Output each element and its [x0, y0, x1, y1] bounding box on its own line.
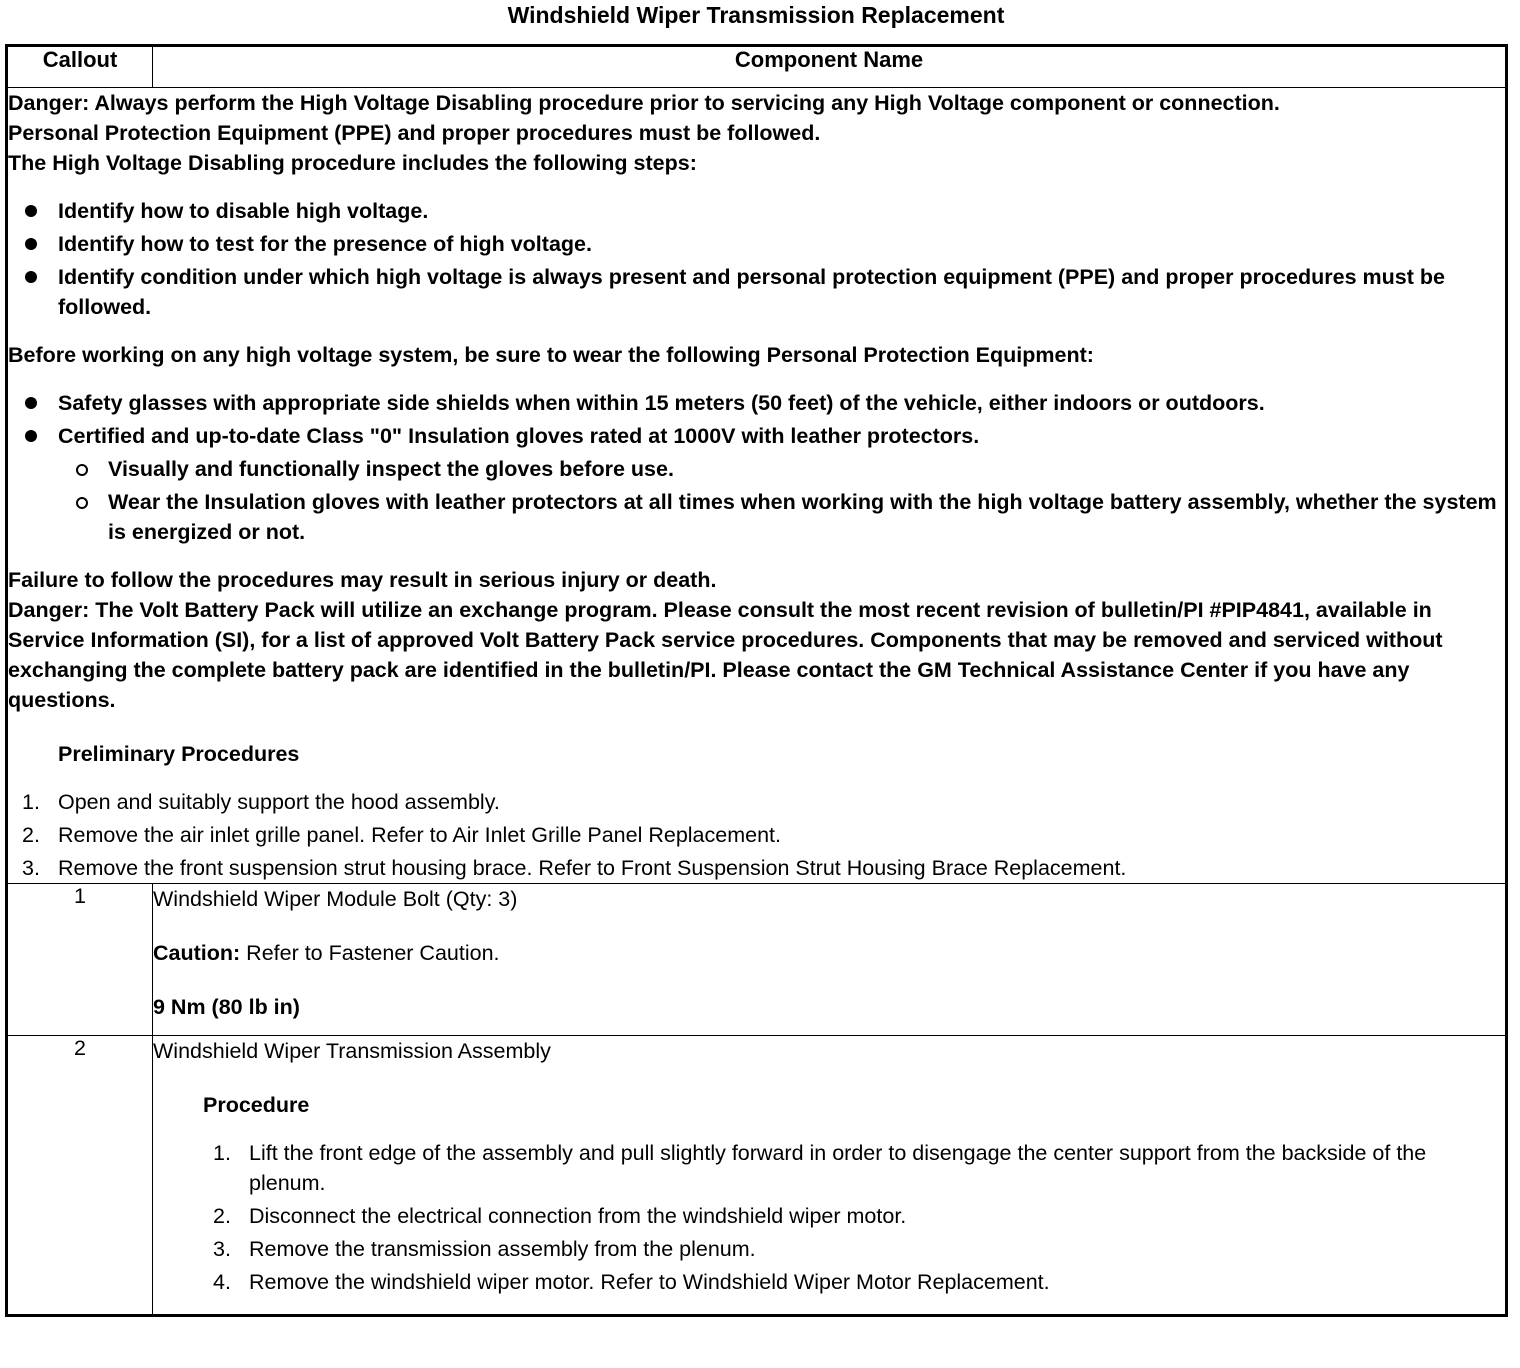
list-item: Identify how to test for the presence of high voltage. — [8, 229, 1505, 259]
list-item: 4. Remove the windshield wiper motor. Refer to Windshield Wiper Motor Replacement. — [213, 1270, 1050, 1294]
table-row — [7, 884, 1507, 1036]
component-cell — [153, 884, 1507, 1036]
torque-spec: 9 Nm (80 lb in) — [153, 995, 300, 1019]
list-item: 1. Lift the front edge of the assembly and pull slightly forward in order to disengage the center support from the backside of the plenum. — [213, 1141, 1427, 1195]
bullet-icon — [25, 430, 37, 442]
ppe-intro: Before working on any high voltage system, be sure to wear the following Personal Protection Equipment: — [8, 343, 1094, 367]
bullet-icon — [25, 238, 37, 250]
component-header: Component Name — [153, 46, 1507, 88]
bullet-icon — [25, 271, 37, 283]
procedure-heading: Procedure — [203, 1093, 310, 1117]
callout-cell: 1 — [7, 884, 153, 1036]
bullet-icon — [25, 397, 37, 409]
circle-bullet-icon — [76, 497, 88, 509]
ppe-list — [8, 388, 1505, 547]
battery-danger: Danger: The Volt Battery Pack will utilize an exchange program. Please consult the most recent revision of bulletin/PI #PIP4841, available in Service Information (SI), for a list of approved Volt Battery Pack service procedures. Components that may be removed and serviced without exchanging the complete battery pack are identified in the bulletin/PI. Please contact the GM Technical Assistance Center if you have any questions. — [8, 598, 1443, 712]
glove-sublist — [58, 454, 1505, 547]
danger-notice — [7, 88, 1507, 884]
procedure-steps — [153, 1138, 1505, 1297]
danger-line-2: Personal Protection Equipment (PPE) and proper procedures must be followed. — [8, 121, 821, 145]
danger-line-3: The High Voltage Disabling procedure includes the following steps: — [8, 151, 697, 175]
disabling-steps-list — [8, 196, 1505, 322]
list-item: Identify how to disable high voltage. — [8, 196, 1505, 226]
list-item: Visually and functionally inspect the gloves before use. — [58, 454, 1505, 484]
caution-note: Caution: Refer to Fastener Caution. — [153, 941, 500, 965]
list-item: Identify condition under which high voltage is always present and personal protection equipment (PPE) and proper procedures must be followed. — [8, 262, 1505, 322]
list-item: Wear the Insulation gloves with leather protectors at all times when working with the high voltage battery assembly, whether the system is energized or not. — [58, 487, 1505, 547]
danger-row — [7, 88, 1507, 884]
callout-header: Callout — [7, 46, 153, 88]
list-item: 3. Remove the front suspension strut housing brace. Refer to Front Suspension Strut Housing Brace Replacement. — [22, 856, 1127, 880]
preliminary-steps — [8, 787, 1505, 883]
list-item: Safety glasses with appropriate side shields when within 15 meters (50 feet) of the vehicle, either indoors or outdoors. — [8, 388, 1505, 418]
page-title: Windshield Wiper Transmission Replacement — [507, 2, 1005, 28]
preliminary-heading: Preliminary Procedures — [58, 742, 300, 766]
callout-cell: 2 — [7, 1036, 153, 1316]
list-item: Certified and up-to-date Class "0" Insulation gloves rated at 1000V with leather protectors. Visually and functionally inspect the gloves before use. Wear the Insulation gloves with leather protectors at all times when working with the high voltage battery assembly, whether the system is energized or not. — [8, 421, 1505, 547]
list-item: 3. Remove the transmission assembly from the plenum. — [213, 1237, 756, 1261]
circle-bullet-icon — [76, 464, 88, 476]
list-item: 2. Disconnect the electrical connection from the windshield wiper motor. — [213, 1204, 907, 1228]
bullet-icon — [25, 205, 37, 217]
header-row — [7, 46, 1507, 88]
component-cell — [153, 1036, 1507, 1316]
component-name: Windshield Wiper Module Bolt (Qty: 3) — [153, 887, 518, 911]
failure-warning: Failure to follow the procedures may result in serious injury or death. — [8, 568, 717, 592]
list-item: 2. Remove the air inlet grille panel. Refer to Air Inlet Grille Panel Replacement. — [22, 823, 781, 847]
component-name: Windshield Wiper Transmission Assembly — [153, 1039, 551, 1063]
table-row — [7, 1036, 1507, 1316]
list-item: 1. Open and suitably support the hood assembly. — [22, 790, 500, 814]
danger-line-1: Danger: Always perform the High Voltage Disabling procedure prior to servicing any High Voltage component or connection. — [8, 91, 1280, 115]
procedure-table — [5, 44, 1508, 1317]
